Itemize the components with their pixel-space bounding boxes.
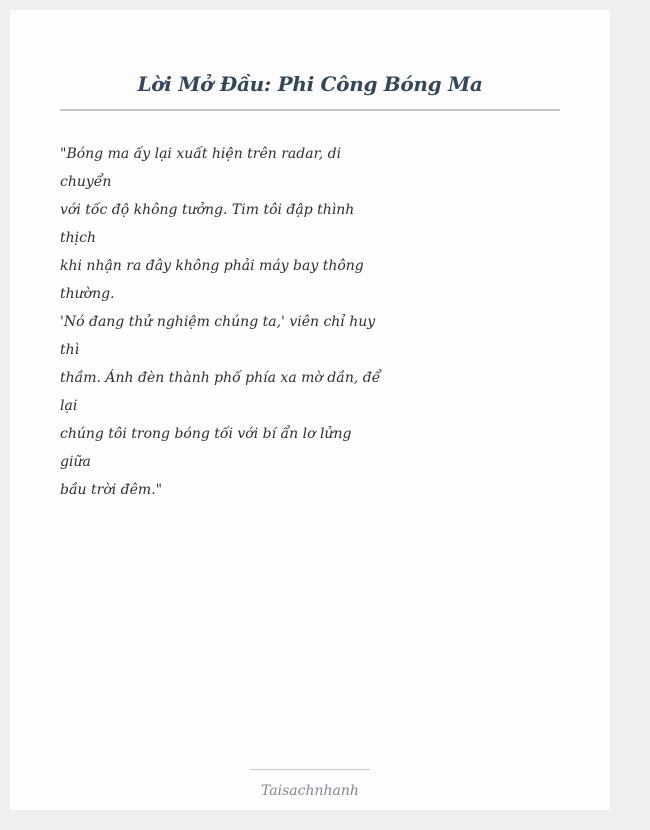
text-line: khi nhận ra đây không phải máy bay thông	[60, 258, 364, 274]
footer-divider	[250, 769, 370, 770]
text-line: với tốc độ không tưởng. Tim tôi đập thình	[60, 202, 355, 218]
text-line: "Bóng ma ấy lại xuất hiện trên radar, di	[60, 146, 342, 162]
text-line: thầm. Ánh đèn thành phố phía xa mờ dần, để	[60, 370, 381, 386]
text-line: thì	[60, 342, 80, 358]
text-line: lại	[60, 398, 78, 414]
text-line: thịch	[60, 230, 96, 246]
body-text	[60, 140, 381, 504]
text-line: 'Nó đang thử nghiệm chúng ta,' viên chỉ huy	[60, 314, 376, 330]
footer-credit: Taisachnhanh	[261, 783, 359, 799]
title-divider	[60, 109, 560, 111]
text-line: chuyển	[60, 174, 112, 190]
document-page	[10, 10, 610, 810]
text-line: chúng tôi trong bóng tối với bí ẩn lơ lửng	[60, 426, 352, 442]
text-line: giữa	[60, 454, 91, 470]
text-line: bầu trời đêm."	[60, 482, 163, 498]
text-line: thường.	[60, 286, 115, 302]
page-title: Lời Mở Đầu: Phi Công Bóng Ma	[137, 72, 483, 96]
